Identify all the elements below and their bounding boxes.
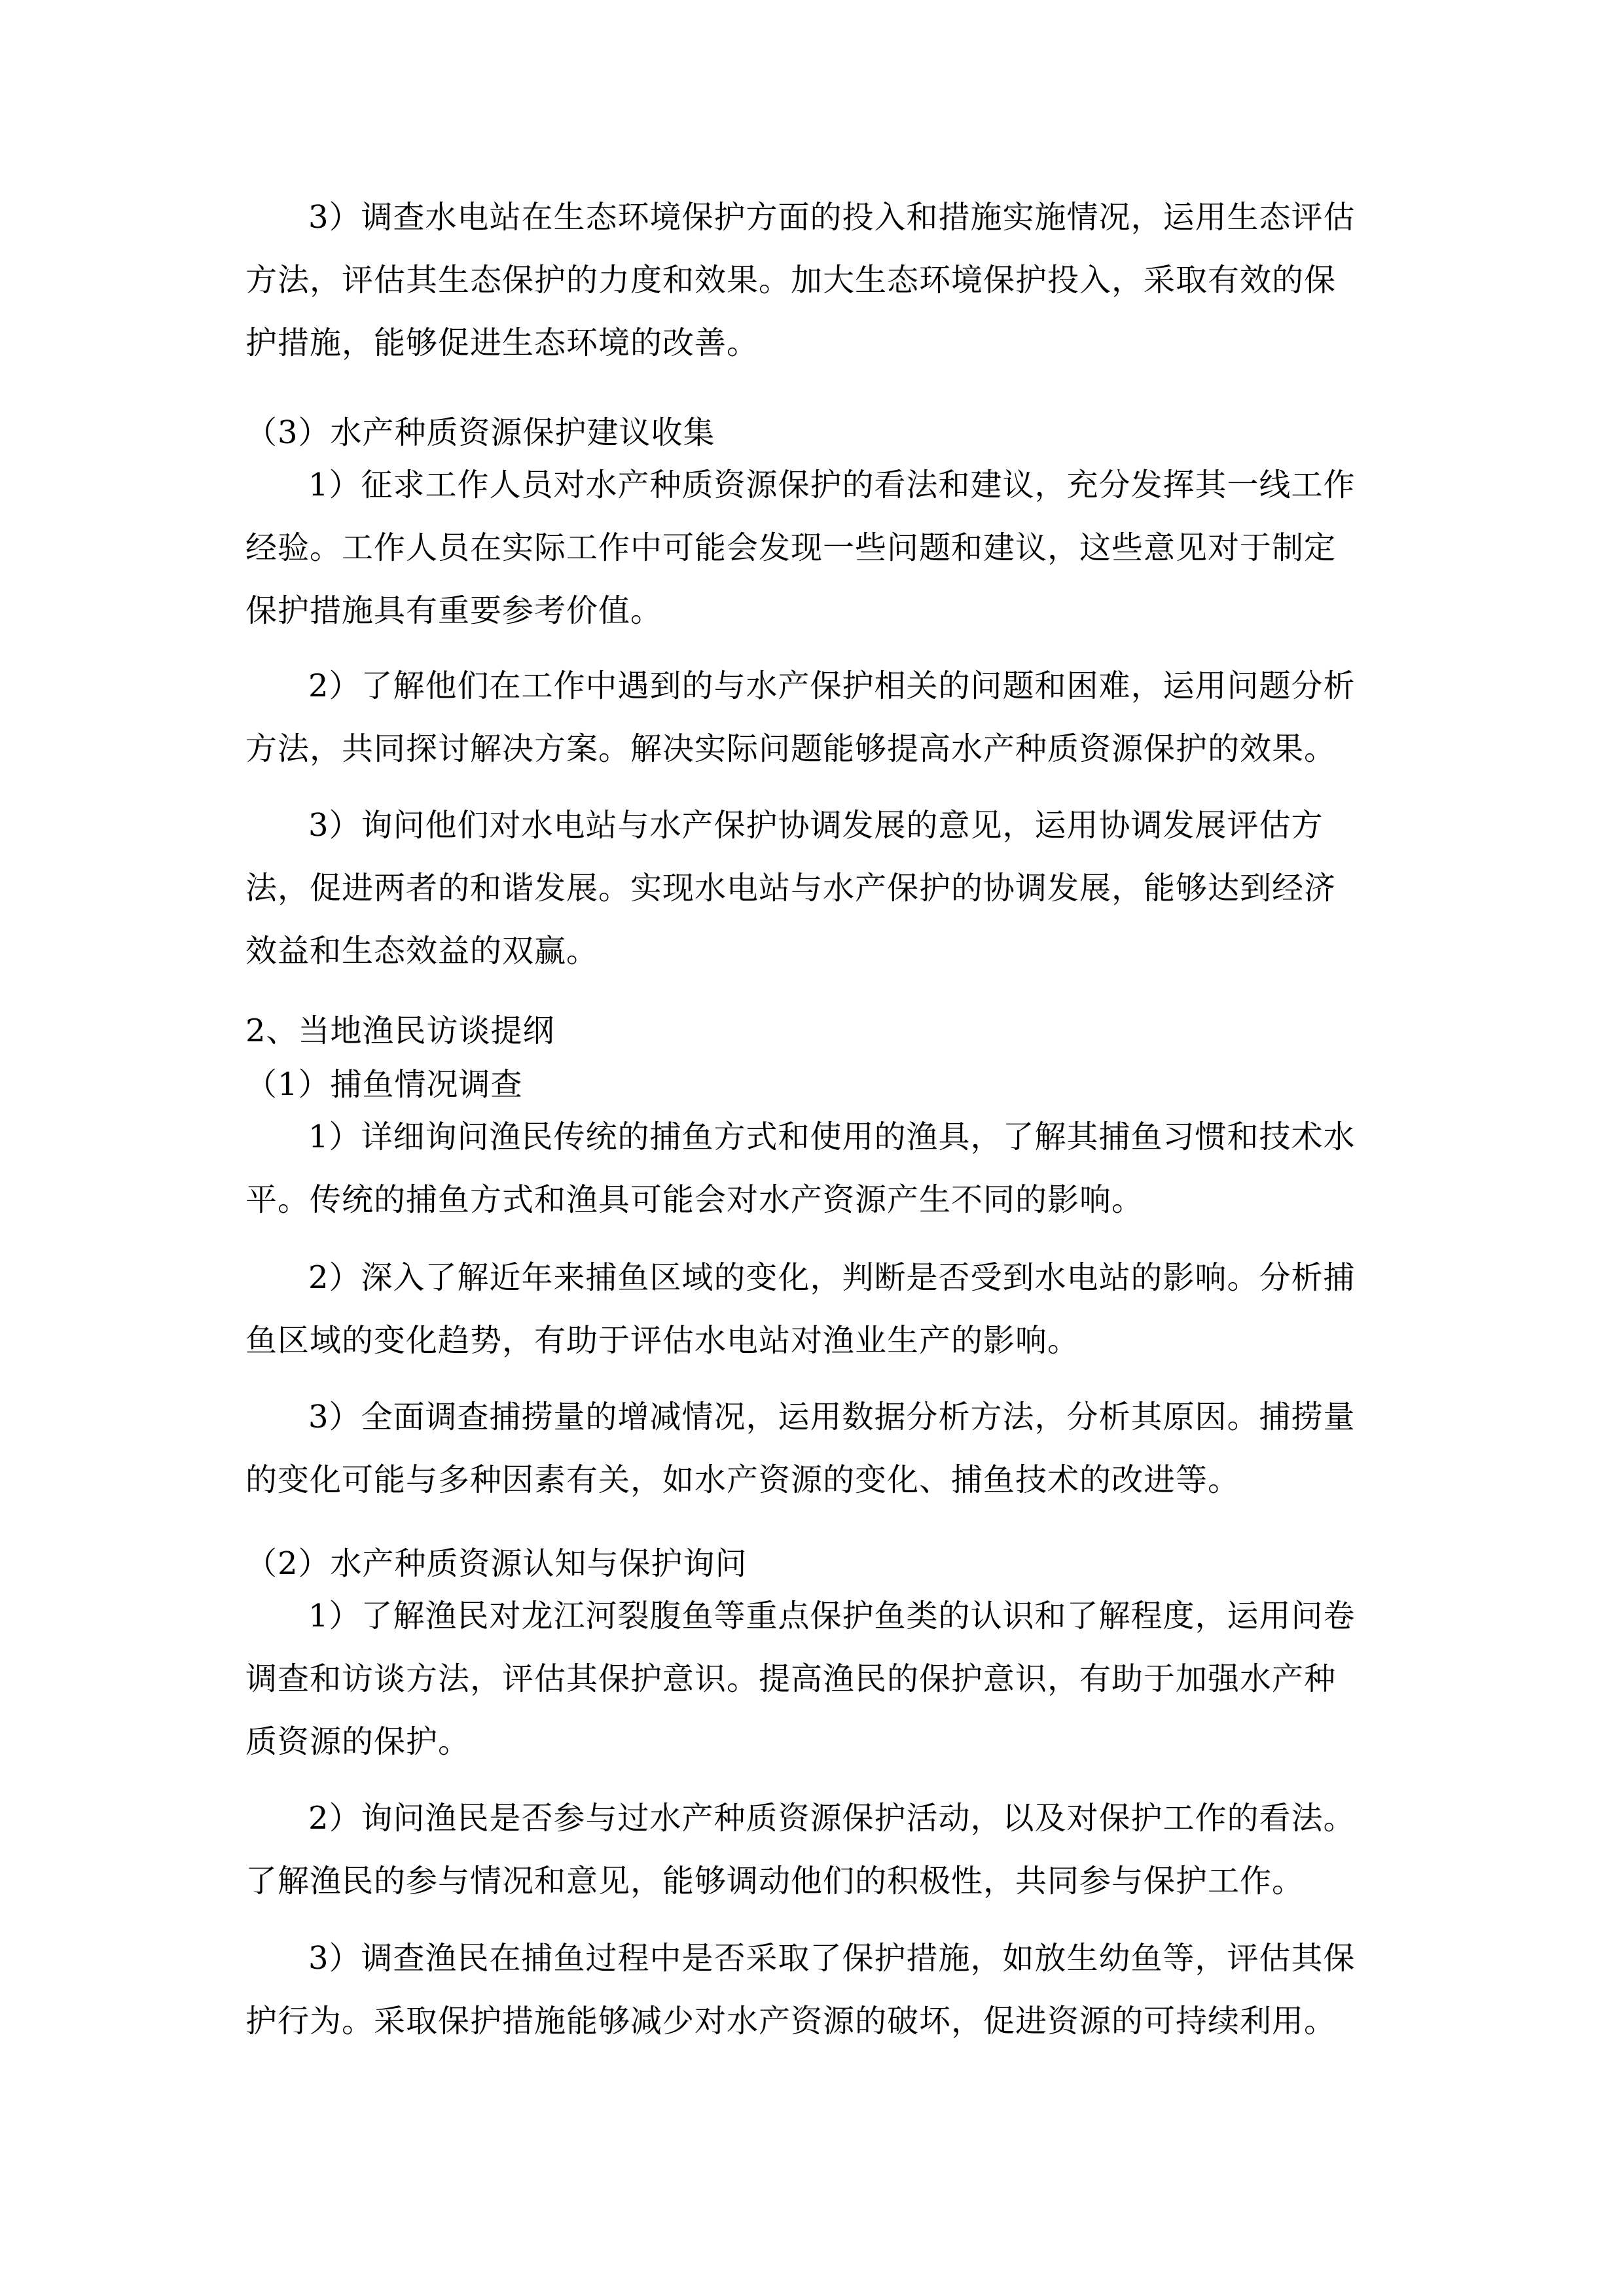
text-line: 3）询问他们对水电站与水产保护协调发展的意见，运用协调发展评估方 xyxy=(308,807,1324,844)
paragraph-p1 xyxy=(245,186,1391,374)
heading-line: （1）捕鱼情况调查 xyxy=(245,1066,523,1103)
text-line: 经验。工作人员在实际工作中可能会发现一些问题和建议，这些意见对于制定 xyxy=(245,529,1337,566)
text-line: 方法，共同探讨解决方案。解决实际问题能够提高水产种质资源保护的效果。 xyxy=(245,730,1337,767)
text-line: 平。传统的捕鱼方式和渔具可能会对水产资源产生不同的影响。 xyxy=(245,1181,1144,1218)
text-line: 了解渔民的参与情况和意见，能够调动他们的积极性，共同参与保护工作。 xyxy=(245,1863,1305,1899)
text-line: 2）了解他们在工作中遇到的与水产保护相关的问题和困难，运用问题分析 xyxy=(308,668,1356,704)
paragraph-p2 xyxy=(245,454,1391,642)
text-line: 法，促进两者的和谐发展。实现水电站与水产保护的协调发展，能够达到经济 xyxy=(245,870,1337,906)
text-line: 调查和访谈方法，评估其保护意识。提高渔民的保护意识，有助于加强水产种 xyxy=(245,1660,1337,1697)
heading-line: （2）水产种质资源认知与保护询问 xyxy=(245,1545,748,1582)
text-line: 保护措施具有重要参考价值。 xyxy=(245,592,663,629)
heading-line: （3）水产种质资源保护建议收集 xyxy=(245,414,715,451)
text-line: 的变化可能与多种因素有关，如水产资源的变化、捕鱼技术的改进等。 xyxy=(245,1462,1240,1498)
text-line: 3）全面调查捕捞量的增减情况，运用数据分析方法，分析其原因。捕捞量 xyxy=(308,1399,1356,1435)
text-line: 2）深入了解近年来捕鱼区域的变化，判断是否受到水电站的影响。分析捕 xyxy=(308,1259,1356,1296)
paragraph-p9 xyxy=(245,1787,1391,1912)
paragraph-p6 xyxy=(245,1246,1391,1372)
text-line: 1）征求工作人员对水产种质资源保护的看法和建议，充分发挥其一线工作 xyxy=(308,467,1356,503)
text-line: 2）询问渔民是否参与过水产种质资源保护活动，以及对保护工作的看法。 xyxy=(308,1800,1356,1837)
paragraph-p10 xyxy=(245,1927,1391,2053)
text-line: 3）调查水电站在生态环境保护方面的投入和措施实施情况，运用生态评估 xyxy=(308,199,1356,236)
paragraph-p3 xyxy=(245,655,1391,780)
text-line: 效益和生态效益的双赢。 xyxy=(245,933,599,969)
heading-line: 2、当地渔民访谈提纲 xyxy=(245,1013,555,1049)
text-line: 鱼区域的变化趋势，有助于评估水电站对渔业生产的影响。 xyxy=(245,1322,1080,1359)
paragraph-p4 xyxy=(245,794,1391,982)
paragraph-p5 xyxy=(245,1105,1391,1231)
text-line: 3）调查渔民在捕鱼过程中是否采取了保护措施，如放生幼鱼等，评估其保 xyxy=(308,1940,1356,1977)
text-line: 1）了解渔民对龙江河裂腹鱼等重点保护鱼类的认识和了解程度，运用问卷 xyxy=(308,1598,1356,1634)
paragraph-p7 xyxy=(245,1386,1391,1511)
text-line: 1）详细询问渔民传统的捕鱼方式和使用的渔具，了解其捕鱼习惯和技术水 xyxy=(308,1119,1356,1155)
text-line: 方法，评估其生态保护的力度和效果。加大生态环境保护投入，采取有效的保 xyxy=(245,262,1337,298)
paragraph-p8 xyxy=(245,1585,1391,1773)
text-line: 护行为。采取保护措施能够减少对水产资源的破坏，促进资源的可持续利用。 xyxy=(245,2003,1337,2039)
text-line: 质资源的保护。 xyxy=(245,1723,471,1760)
text-line: 护措施，能够促进生态环境的改善。 xyxy=(245,325,759,361)
